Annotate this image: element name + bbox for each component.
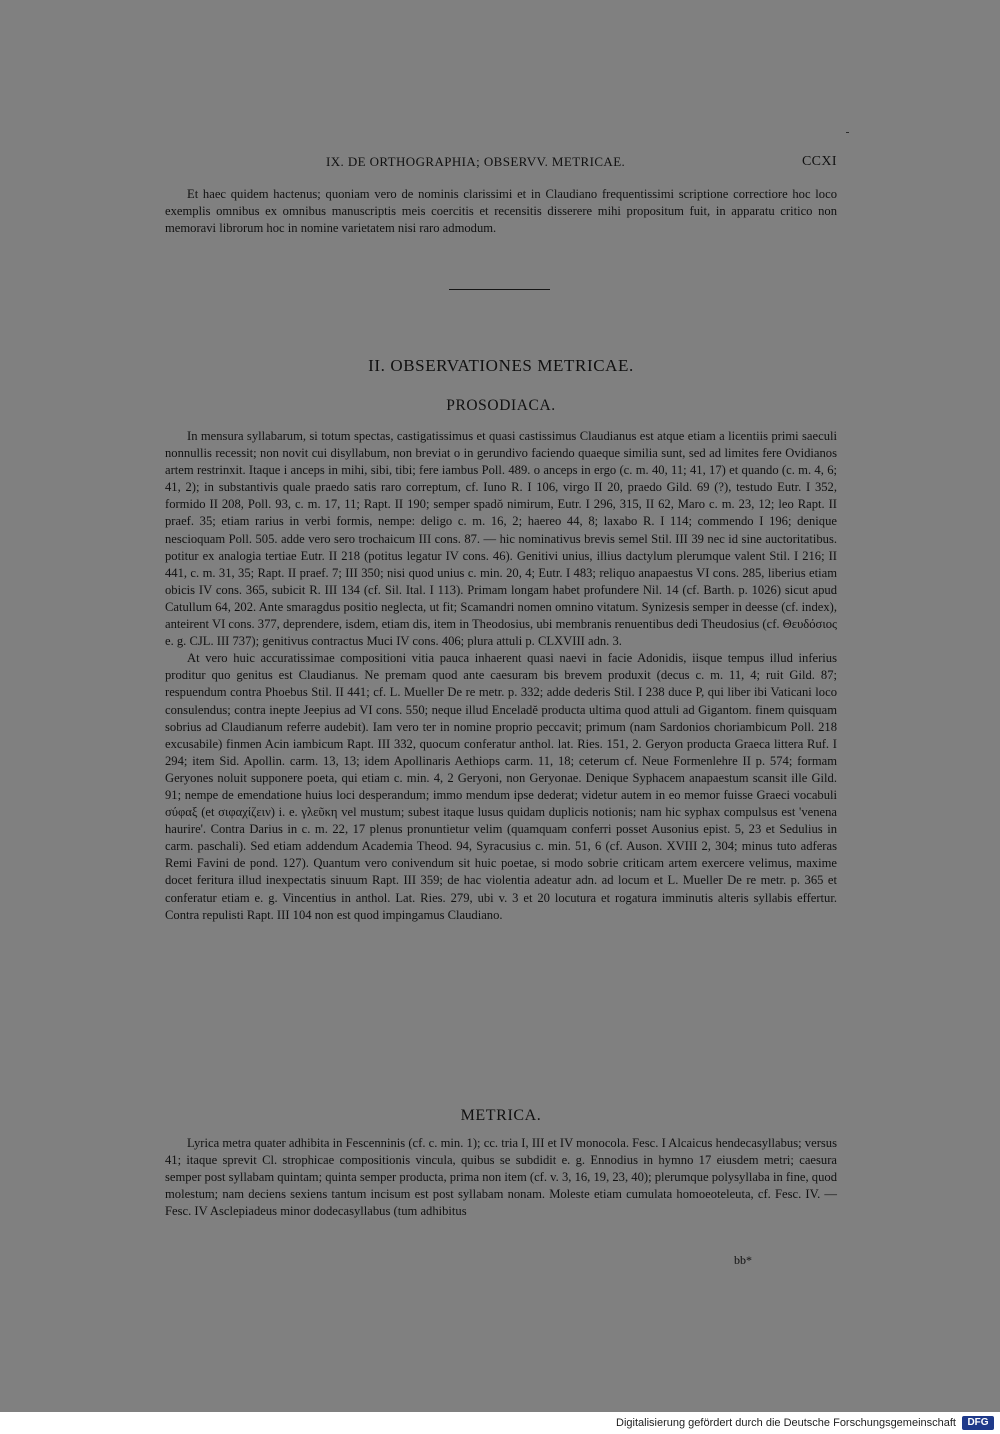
funding-note: Digitalisierung gefördert durch die Deutsche Forschungsgemeinschaft	[616, 1417, 956, 1429]
page-edge-mark	[846, 132, 849, 133]
subheading-metrica: METRICA.	[460, 1107, 542, 1124]
prosodiaca-paragraph: In mensura syllabarum, si totum spectas, castigatissimus et quasi castissimus Claudianus est atque etiam a licentiis primi saeculi nonnullis recessit; non novit cui disyllabum, non breviat o in gerundivo faciendo quaeque similia sunt, sed ad limites fere Ovidianos artem restrinxit. Itaque i anceps in mihi, sibi, tibi; fere iambus Poll. 489. o anceps in ergo (c. m. 40, 11; 41, 17) et quando (c. m. 4, 6; 41, 2); in substantivis quale praedo satis raro correptum, cf. Iuno R. I 106, virgo II 20, praedo Gild. 69 (?), testudo Eutr. I 352, formido II 208, Poll. 93, c. m. 17, 11; Rapt. II 190; semper spadŏ nimirum, Eutr. I 296, 315, II 62, Maro c. m. 23, 12; leo Rapt. II praef. 35; etiam rarius in verbi formis, nempe: deligo c. m. 16, 2; haereo 44, 8; laxabo R. I 114; commendo I 196; denique nescioquam Poll. 505. adde vero sero trochaicum III cons. 87. — hic nominativus brevis semel Stil. III 39 nec id sine auctoritatibus. potitur ex analogia tertiae Eutr. II 218 (potitus legatur IV cons. 46). Genitivi unius, illius dactylum plerumque valent Stil. I 216; II 441, c. m. 31, 35; Rapt. II praef. 7; III 350; nisi quod unius c. min. 20, 4; Eutr. I 483; reliquo anapaestus VI cons. 285, liberius etiam obicis IV cons. 365, subicit R. III 134 (cf. Sil. Ital. I 113). Primam longam habet profundere Nil. 14 (cf. Barth. p. 1026) sicut apud Catullum 64, 202. Ante smaragdus positio neglecta, ut fit; Scamandri nomen omnino vitatum. Synizesis semper in deesse (cf. index), anteirent VI cons. 377, deprendere, isdem, etiam dis, item in Theodosius, ubi membranis renuentibus dedi Theudosius (cf. Θευδόσιος e. g. CJL. III 737); genitivus contractus Muci IV cons. 406; plura attuli p. CLXVIII adn. 3.	[165, 429, 837, 649]
intro-paragraph: Et haec quidem hactenus; quoniam vero de nominis clarissimi et in Claudiano frequentissimi scriptione correctiore hoc loco exemplis omnibus ex omnibus manuscriptis meis coercitis et recensitis disserere mihi propositum fuit, in apparatu critico non memoravi librorum hoc in nomine varietatem nisi raro admodum.	[165, 187, 837, 236]
dfg-logo-icon: DFG	[962, 1416, 994, 1430]
subheading-prosodiaca: PROSODIACA.	[446, 397, 556, 414]
section-divider-rule	[449, 289, 550, 290]
section-heading: II. OBSERVATIONES METRICAE.	[368, 356, 634, 375]
running-head-title: IX. DE ORTHOGRAPHIA; OBSERVV. METRICAE.	[326, 154, 626, 169]
signature-mark: bb*	[734, 1253, 752, 1267]
metrica-section	[165, 1135, 837, 1220]
footer-bar	[0, 1412, 1000, 1434]
intro-block	[165, 186, 837, 237]
prosodiaca-paragraph: At vero huic accuratissimae compositioni vitia pauca inhaerent quasi naevi in facie Adonidis, iisque tempus illud inferius proditur quo genitus est Claudianus. Ne premam quod ante caesuram bis brevem produxit (decus c. m. 11, 4; ruit Gild. 87; respuendum contra Phoebus Stil. II 441; cf. L. Mueller De re metr. p. 332; adde dederis Stil. I 238 duce P, qui liber ibi Vaticani loco consulendus; contra inepte Jeepius ad VI cons. 550; neque illud Enceladĕ producta ultima quod attuli ad Gigantom. finem quisquam sobrius ad Claudianum referre audebit). Iam vero ter in nomine proprio peccavit; primum (nam Sardonios choriambicum Poll. 218 excusabile) finmen Acin iambicum Rapt. III 332, quocum conferatur anthol. lat. Ries. 151, 2. Geryon producta Graeca littera Ruf. I 294; item Sid. Apollin. carm. 13, 13; idem Apollinaris Aethiops carm. 11, 18; ceterum cf. Neue Formenlehre II p. 574; formam Geryones noluit supponere poeta, qui etiam c. min. 4, 2 Geryoni, non Geryonae. Denique Syphacem anapaestum scansit ille Gild. 91; nempe de emendatione huius loci desperandum; immo mendum ipse dederat; videtur autem in eo memor fuisse Graeci vocabuli σύφαξ (et σιφαχίζειν) i. e. γλεῦκη vel mustum; subest itaque lusus quidam duplicis notionis; nam hic syphax compulsus est 'venena haurire'. Contra Darius in c. m. 22, 17 plenus pronuntietur velim (quamquam conferri posset Ausonius epist. 5, 23 et Sedulius in carm. paschali). Sed etiam addendum Academia Theod. 94, Syracusius c. min. 51, 6 (cf. Auson. XVIII 2, 304; minus tuto adferas Remi Favini de pond. 127). Quantum vero conivendum sit huic poetae, si modo sobrie criticam artem exercere velimus, maxime docet feritura illud inexpectatis sinuum Rapt. III 359; de hac violentia adeatur adn. ad locum et L. Mueller De re metr. p. 365 et conferatur etiam e. g. Vincentius in anthol. Lat. Ries. 279, ubi v. 3 et 20 locutura et rogatura imminutis alteris syllabis effertur. Contra repulisti Rapt. III 104 non est quod impingamus Claudiano.	[165, 651, 837, 922]
metrica-paragraph: Lyrica metra quater adhibita in Fescenninis (cf. c. min. 1); cc. tria I, III et IV monocola. Fesc. I Alcaicus hendecasyllabus; versus 41; itaque sprevit Cl. strophicae compositionis vincula, quibus se subdidit e. g. Ennodius in hymno 17 eiusdem metri; caesura semper post syllabam quintam; quinta semper producta, prima non item (cf. v. 3, 16, 19, 23, 40); plerumque polysyllaba in fine, quod molestum; nam deciens sexiens tantum incisum est post syllabam nonam. Moleste etiam cumulata homoeoteleuta, cf. Fesc. IV. — Fesc. IV Asclepiadeus minor dodecasyllabus (tum adhibitus	[165, 1136, 837, 1219]
prosodiaca-section	[165, 428, 837, 924]
page-number: CCXI	[801, 154, 837, 169]
